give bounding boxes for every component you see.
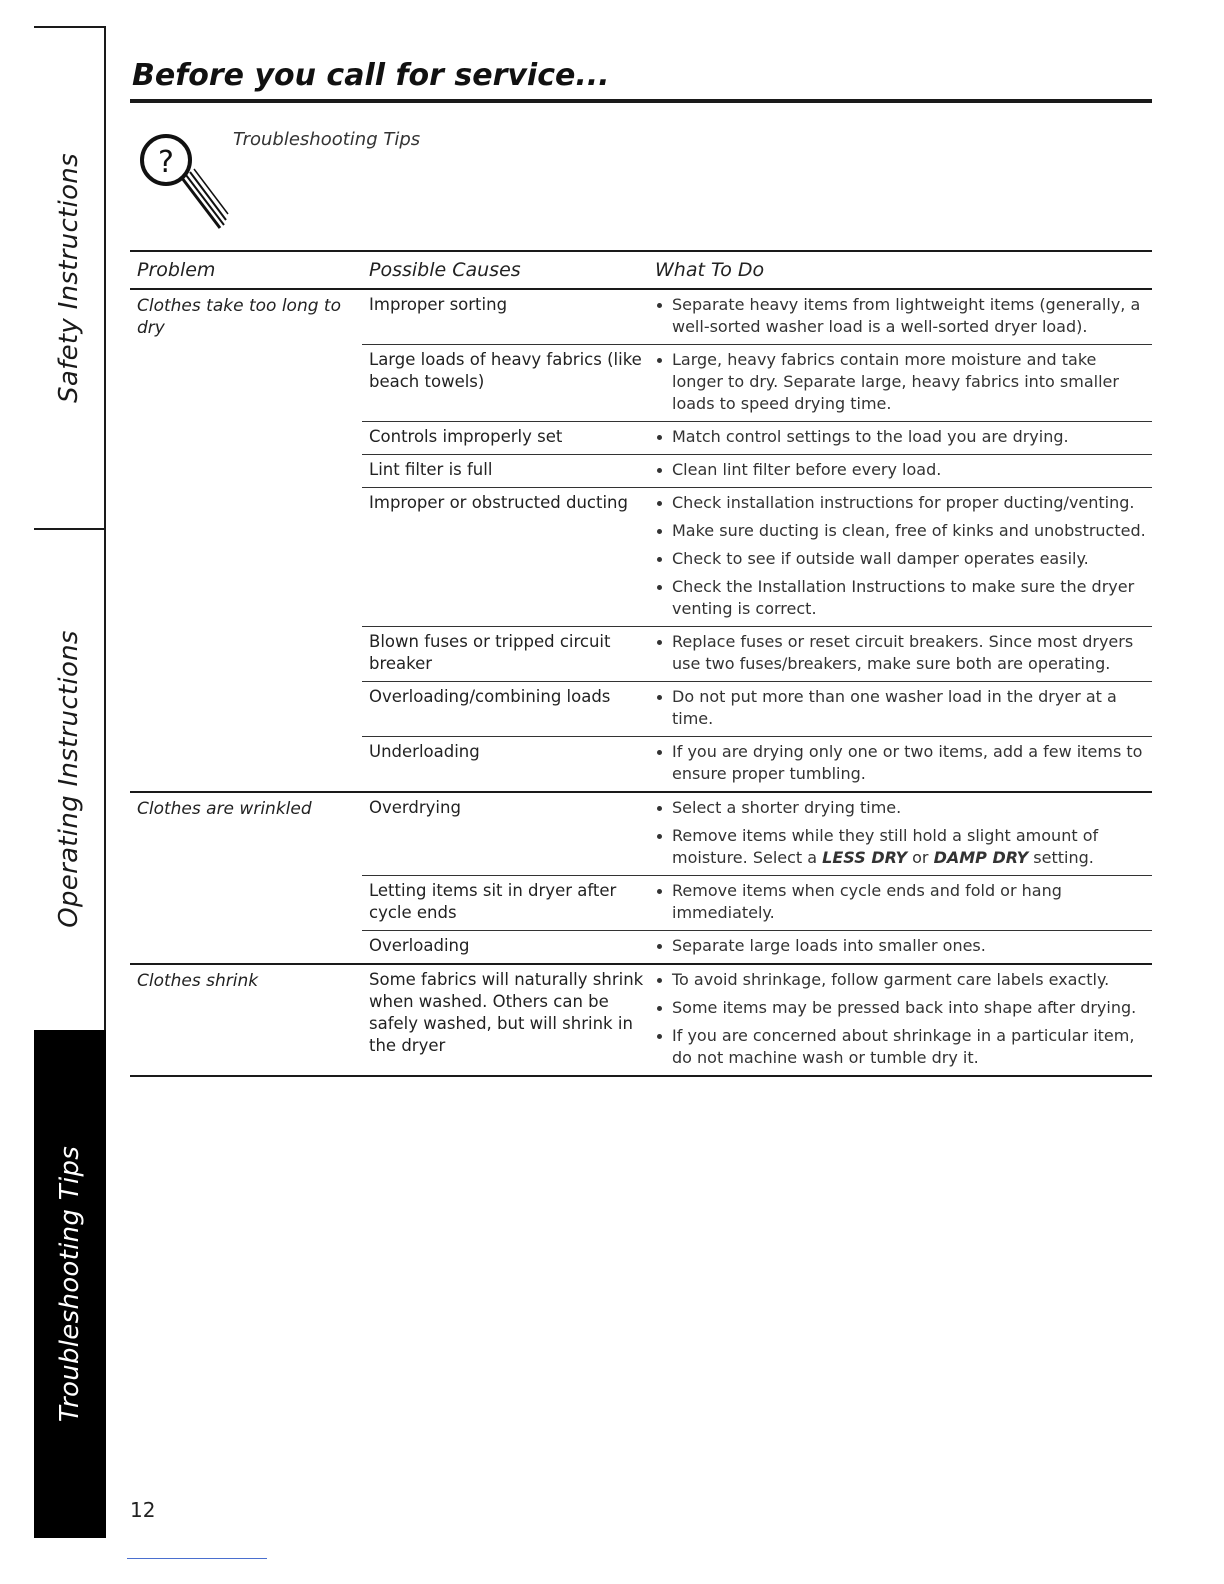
- sidebar-tab-safety-instructions[interactable]: [34, 26, 106, 530]
- what-to-do-item: Separate large loads into smaller ones.: [655, 935, 1152, 957]
- table-row: [362, 344, 1152, 421]
- page-title: Before you call for service...: [132, 58, 610, 93]
- problem-cell: Clothes shrink: [137, 971, 259, 991]
- what-to-do-item: To avoid shrinkage, follow garment care labels exactly.: [655, 969, 1152, 991]
- sidebar-tab-operating-instructions[interactable]: [34, 528, 106, 1032]
- what-to-do-cell: [655, 686, 1152, 730]
- what-to-do-item: Check the Installation Instructions to make sure the dryer venting is correct.: [655, 576, 1152, 620]
- table-row: [362, 290, 1152, 344]
- cause-cell: Some fabrics will naturally shrink when washed. Others can be safely washed, but will shrink in the dryer: [369, 970, 644, 1055]
- what-to-do-cell: [655, 969, 1152, 1069]
- table-header: [130, 250, 1152, 290]
- problem-cell: Clothes take too long to dry: [137, 296, 341, 338]
- header-possible-causes: Possible Causes: [369, 259, 521, 281]
- what-to-do-item: Clean lint filter before every load.: [655, 459, 1152, 481]
- cause-cell: Improper sorting: [369, 295, 508, 314]
- what-to-do-item: Match control settings to the load you are drying.: [655, 426, 1152, 448]
- setting-name: DAMP DRY: [933, 848, 1029, 867]
- what-to-do-cell: [655, 741, 1152, 785]
- what-to-do-item: Replace fuses or reset circuit breakers. Since most dryers use two fuses/breakers, make sure both are operating.: [655, 631, 1152, 675]
- what-to-do-item: Select a shorter drying time.: [655, 797, 1152, 819]
- what-to-do-cell: [655, 459, 1152, 481]
- cause-cell: Letting items sit in dryer after cycle ends: [369, 881, 617, 922]
- table-row: [362, 626, 1152, 681]
- what-to-do-item: Check to see if outside wall damper operates easily.: [655, 548, 1152, 570]
- what-to-do-item: Some items may be pressed back into shape after drying.: [655, 997, 1152, 1019]
- what-to-do-item: If you are concerned about shrinkage in a particular item, do not machine wash or tumble dry it.: [655, 1025, 1152, 1069]
- problem-group: [130, 793, 1152, 965]
- section-subtitle: Troubleshooting Tips: [233, 129, 421, 150]
- what-to-do-item: Check installation instructions for proper ducting/venting.: [655, 492, 1152, 514]
- sidebar-tab-label: Operating Instructions: [54, 630, 84, 928]
- what-to-do-cell: [655, 935, 1152, 957]
- cause-cell: Overloading: [369, 936, 470, 955]
- cause-cell: Blown fuses or tripped circuit breaker: [369, 632, 611, 673]
- table-row: [362, 454, 1152, 487]
- sidebar-tab-troubleshooting-tips[interactable]: [34, 1030, 106, 1538]
- what-to-do-cell: [655, 631, 1152, 675]
- footer-rule: [127, 1558, 267, 1559]
- header-what-to-do: What To Do: [655, 259, 765, 281]
- cause-cell: Overloading/combining loads: [369, 687, 611, 706]
- section-sidebar: [34, 26, 106, 1538]
- problem-cell: Clothes are wrinkled: [137, 799, 312, 819]
- cause-cell: Underloading: [369, 742, 480, 761]
- what-to-do-item: Separate heavy items from lightweight items (generally, a well-sorted washer load is a well-sorted dryer load).: [655, 294, 1152, 338]
- cause-cell: Large loads of heavy fabrics (like beach towels): [369, 350, 642, 391]
- table-row: [362, 681, 1152, 736]
- table-row: [362, 487, 1152, 626]
- what-to-do-item: Do not put more than one washer load in the dryer at a time.: [655, 686, 1152, 730]
- what-to-do-item: If you are drying only one or two items, add a few items to ensure proper tumbling.: [655, 741, 1152, 785]
- cause-cell: Improper or obstructed ducting: [369, 493, 628, 512]
- cause-rows: [362, 965, 1152, 1075]
- table-row: [362, 736, 1152, 791]
- table-row: [362, 930, 1152, 963]
- what-to-do-item: Large, heavy fabrics contain more moisture and take longer to dry. Separate large, heavy fabrics into smaller loads to speed drying time.: [655, 349, 1152, 415]
- sidebar-tab-label: Troubleshooting Tips: [55, 1145, 85, 1423]
- what-to-do-cell: [655, 880, 1152, 924]
- page-number: 12: [130, 1498, 156, 1522]
- what-to-do-cell: [655, 349, 1152, 415]
- cause-cell: Lint filter is full: [369, 460, 493, 479]
- table-row: [362, 875, 1152, 930]
- cause-cell: Controls improperly set: [369, 427, 563, 446]
- cause-cell: Overdrying: [369, 798, 461, 817]
- problem-group: [130, 965, 1152, 1077]
- setting-name: LESS DRY: [822, 848, 908, 867]
- sidebar-tab-label: Safety Instructions: [54, 153, 84, 403]
- what-to-do-cell: [655, 797, 1152, 869]
- troubleshooting-table: [130, 250, 1152, 1077]
- question-magnifier-icon: [138, 128, 234, 238]
- table-body: [130, 290, 1152, 1077]
- cause-rows: [362, 290, 1152, 791]
- what-to-do-cell: [655, 426, 1152, 448]
- what-to-do-item: Make sure ducting is clean, free of kinks and unobstructed.: [655, 520, 1152, 542]
- what-to-do-cell: [655, 294, 1152, 338]
- title-rule: [130, 99, 1152, 103]
- table-row: [362, 793, 1152, 875]
- header-problem: Problem: [137, 259, 216, 281]
- problem-group: [130, 290, 1152, 793]
- what-to-do-item: Remove items when cycle ends and fold or hang immediately.: [655, 880, 1152, 924]
- what-to-do-item: Remove items while they still hold a slight amount of moisture. Select a LESS DRY or DAMP DRY setting.: [655, 825, 1152, 869]
- table-row: [362, 421, 1152, 454]
- table-row: [362, 965, 1152, 1075]
- cause-rows: [362, 793, 1152, 963]
- svg-text:?: ?: [158, 145, 174, 180]
- what-to-do-cell: [655, 492, 1152, 620]
